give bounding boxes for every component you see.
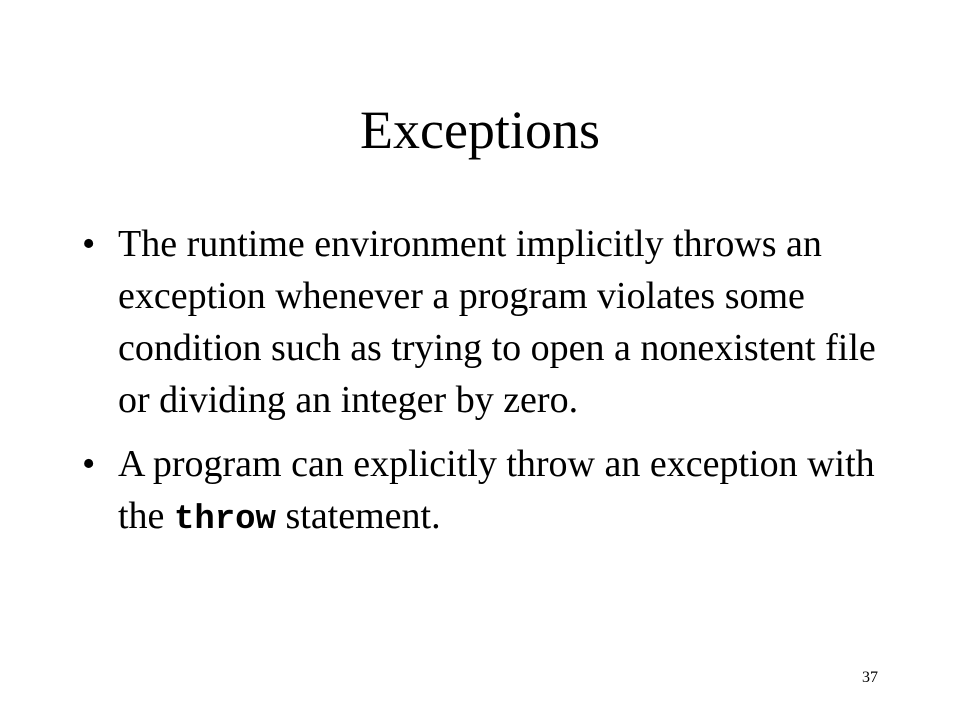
bullet-icon: • (82, 443, 96, 485)
bullet-list (82, 218, 882, 558)
page-number: 37 (862, 669, 878, 686)
bullet-item-1 (82, 218, 882, 426)
code-keyword: throw (173, 501, 276, 539)
bullet-icon: • (82, 223, 96, 265)
bullet-text: The runtime environment implicitly throws an exception whenever a program violates some condition such as trying to open a nonexistent file or dividing an integer by zero. (118, 223, 876, 421)
slide-title: Exceptions (360, 100, 600, 160)
bullet-text-after: statement. (275, 495, 441, 537)
bullet-text-before: A program can explicitly throw an exception with the (118, 443, 875, 537)
bullet-item-2 (82, 438, 882, 546)
